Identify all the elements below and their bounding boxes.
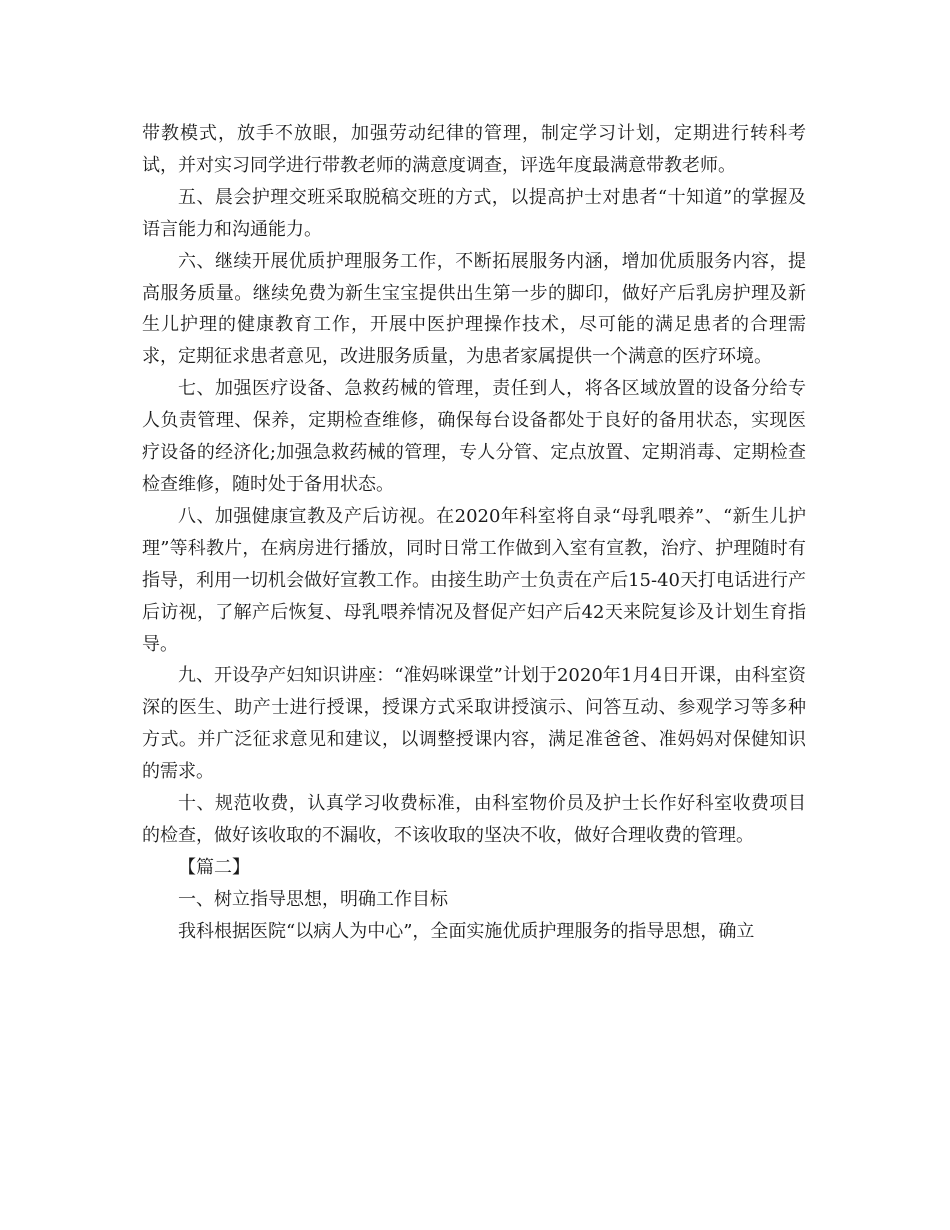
subheading-guiding-thought: 一、树立指导思想，明确工作目标 [178, 888, 448, 910]
section-heading-part-two: 【篇二】 [178, 856, 250, 878]
paragraph-item-9: 九、开设孕产妇知识讲座：“准妈咪课堂”计划于2020年1月4日开课，由科室资深的医生、助产士进行授课，授课方式采取讲授演示、问答互动、参观学习等多种方式。并广泛征求意见和建议，以调整授课内容，满足准爸爸、准妈妈对保健知识的需求。 [142, 665, 806, 783]
paragraph-item-6: 六、继续开展优质护理服务工作，不断拓展服务内涵，增加优质服务内容，提高服务质量。继续免费为新生宝宝提供出生第一步的脚印，做好产后乳房护理及新生儿护理的健康教育工作，开展中医护理操作技术，尽可能的满足患者的合理需求，定期征求患者意见，改进服务质量，为患者家属提供一个满意的医疗环境。 [142, 250, 806, 368]
paragraph-teaching-mode: 带教模式，放手不放眼，加强劳动纪律的管理，制定学习计划，定期进行转科考试，并对实习同学进行带教老师的满意度调查，评选年度最满意带教老师。 [142, 123, 806, 176]
paragraph-item-10: 十、规范收费，认真学习收费标准，由科室物价员及护士长作好科室收费项目的检查，做好该收取的不漏收，不该收取的坚决不收，做好合理收费的管理。 [142, 793, 806, 846]
paragraph-item-8: 八、加强健康宣教及产后访视。在2020年科室将自录“母乳喂养”、“新生儿护理”等科教片，在病房进行播放，同时日常工作做到入室有宣教，治疗、护理随时有指导，利用一切机会做好宣教工作。由接生助产士负责在产后15-40天打电话进行产后访视，了解产后恢复、母乳喂养情况及督促产妇产后42天来院复诊及计划生育指导。 [142, 505, 806, 655]
document-body [142, 118, 806, 948]
paragraph-item-5: 五、晨会护理交班采取脱稿交班的方式，以提高护士对患者“十知道”的掌握及语言能力和沟通能力。 [142, 186, 806, 240]
paragraph-item-7: 七、加强医疗设备、急救药械的管理，责任到人，将各区域放置的设备分给专人负责管理、保养，定期检查维修，确保每台设备都处于良好的备用状态，实现医疗设备的经济化;加强急救药械的管理，专人分管、定点放置、定期消毒、定期检查检查维修，随时处于备用状态。 [142, 378, 806, 495]
paragraph-guiding-thought: 我科根据医院“以病人为中心”，全面实施优质护理服务的指导思想，确立 [178, 920, 755, 942]
